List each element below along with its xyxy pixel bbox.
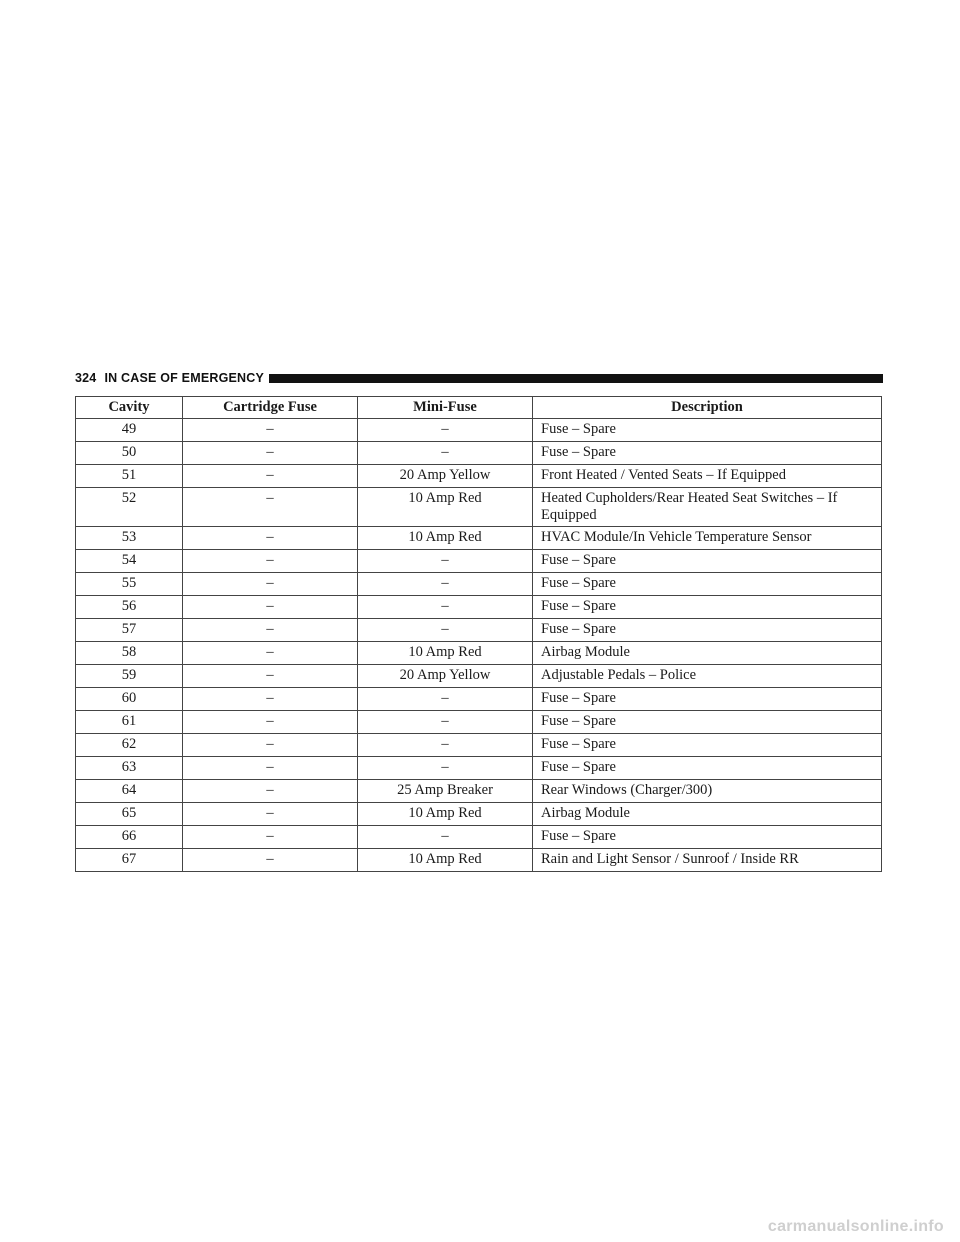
cell-cartridge-fuse: –	[183, 665, 358, 688]
fuse-table-body	[76, 419, 882, 872]
column-header-cavity: Cavity	[76, 397, 183, 419]
table-header-row	[76, 397, 882, 419]
page-number: 324	[75, 371, 97, 385]
table-row	[76, 734, 882, 757]
cell-cartridge-fuse: –	[183, 573, 358, 596]
cell-mini-fuse: –	[358, 619, 533, 642]
cell-mini-fuse: –	[358, 573, 533, 596]
cell-description: Airbag Module	[533, 642, 882, 665]
cell-mini-fuse: 10 Amp Red	[358, 803, 533, 826]
cell-description: Front Heated / Vented Seats – If Equipped	[533, 465, 882, 488]
page-header	[75, 370, 883, 386]
cell-cavity: 63	[76, 757, 183, 780]
table-row	[76, 803, 882, 826]
cell-description: Fuse – Spare	[533, 826, 882, 849]
table-row	[76, 642, 882, 665]
table-row	[76, 849, 882, 872]
cell-cavity: 62	[76, 734, 183, 757]
column-header-cartridge-fuse: Cartridge Fuse	[183, 397, 358, 419]
cell-cavity: 67	[76, 849, 183, 872]
cell-mini-fuse: 20 Amp Yellow	[358, 465, 533, 488]
cell-cartridge-fuse: –	[183, 849, 358, 872]
cell-mini-fuse: –	[358, 596, 533, 619]
table-row	[76, 780, 882, 803]
cell-cavity: 52	[76, 488, 183, 527]
cell-description: Fuse – Spare	[533, 619, 882, 642]
header-rule	[269, 374, 883, 383]
cell-cavity: 65	[76, 803, 183, 826]
cell-description: Rain and Light Sensor / Sunroof / Inside RR	[533, 849, 882, 872]
cell-cartridge-fuse: –	[183, 642, 358, 665]
cell-description: Fuse – Spare	[533, 596, 882, 619]
cell-mini-fuse: –	[358, 711, 533, 734]
cell-description: Fuse – Spare	[533, 757, 882, 780]
table-row	[76, 527, 882, 550]
cell-description: HVAC Module/In Vehicle Temperature Sensor	[533, 527, 882, 550]
cell-cavity: 64	[76, 780, 183, 803]
cell-cartridge-fuse: –	[183, 465, 358, 488]
table-row	[76, 442, 882, 465]
table-row	[76, 757, 882, 780]
section-title: IN CASE OF EMERGENCY	[104, 371, 265, 385]
table-row	[76, 488, 882, 527]
cell-description: Fuse – Spare	[533, 419, 882, 442]
watermark: carmanualsonline.info	[767, 1218, 944, 1235]
cell-description: Fuse – Spare	[533, 688, 882, 711]
table-row	[76, 688, 882, 711]
cell-cartridge-fuse: –	[183, 550, 358, 573]
cell-description: Airbag Module	[533, 803, 882, 826]
table-row	[76, 573, 882, 596]
cell-cavity: 61	[76, 711, 183, 734]
cell-cartridge-fuse: –	[183, 619, 358, 642]
cell-description: Rear Windows (Charger/300)	[533, 780, 882, 803]
fuse-table	[75, 396, 882, 872]
cell-cavity: 60	[76, 688, 183, 711]
cell-description: Fuse – Spare	[533, 442, 882, 465]
cell-cavity: 50	[76, 442, 183, 465]
cell-description: Fuse – Spare	[533, 550, 882, 573]
cell-cartridge-fuse: –	[183, 442, 358, 465]
cell-cavity: 54	[76, 550, 183, 573]
cell-mini-fuse: 10 Amp Red	[358, 642, 533, 665]
cell-mini-fuse: 20 Amp Yellow	[358, 665, 533, 688]
cell-cavity: 51	[76, 465, 183, 488]
cell-cartridge-fuse: –	[183, 734, 358, 757]
cell-mini-fuse: –	[358, 550, 533, 573]
table-row	[76, 419, 882, 442]
table-row	[76, 826, 882, 849]
table-row	[76, 550, 882, 573]
cell-mini-fuse: 10 Amp Red	[358, 488, 533, 527]
cell-mini-fuse: –	[358, 734, 533, 757]
table-row	[76, 596, 882, 619]
cell-cavity: 56	[76, 596, 183, 619]
column-header-description: Description	[533, 397, 882, 419]
cell-description: Fuse – Spare	[533, 711, 882, 734]
cell-description: Fuse – Spare	[533, 734, 882, 757]
column-header-mini-fuse: Mini-Fuse	[358, 397, 533, 419]
cell-cavity: 53	[76, 527, 183, 550]
cell-cartridge-fuse: –	[183, 780, 358, 803]
cell-cavity: 55	[76, 573, 183, 596]
cell-cartridge-fuse: –	[183, 757, 358, 780]
cell-mini-fuse: –	[358, 442, 533, 465]
cell-cartridge-fuse: –	[183, 688, 358, 711]
cell-mini-fuse: 10 Amp Red	[358, 849, 533, 872]
cell-cavity: 58	[76, 642, 183, 665]
cell-cavity: 59	[76, 665, 183, 688]
cell-mini-fuse: –	[358, 419, 533, 442]
cell-cartridge-fuse: –	[183, 711, 358, 734]
cell-description: Adjustable Pedals – Police	[533, 665, 882, 688]
cell-description: Fuse – Spare	[533, 573, 882, 596]
cell-cavity: 57	[76, 619, 183, 642]
cell-mini-fuse: 10 Amp Red	[358, 527, 533, 550]
cell-cartridge-fuse: –	[183, 826, 358, 849]
cell-mini-fuse: –	[358, 826, 533, 849]
cell-cartridge-fuse: –	[183, 419, 358, 442]
table-row	[76, 665, 882, 688]
cell-mini-fuse: –	[358, 757, 533, 780]
cell-cartridge-fuse: –	[183, 596, 358, 619]
cell-description: Heated Cupholders/Rear Heated Seat Switches – If Equipped	[533, 488, 882, 527]
cell-mini-fuse: 25 Amp Breaker	[358, 780, 533, 803]
table-row	[76, 711, 882, 734]
cell-cartridge-fuse: –	[183, 527, 358, 550]
cell-cavity: 49	[76, 419, 183, 442]
cell-cartridge-fuse: –	[183, 488, 358, 527]
table-row	[76, 619, 882, 642]
table-row	[76, 465, 882, 488]
cell-cartridge-fuse: –	[183, 803, 358, 826]
cell-cavity: 66	[76, 826, 183, 849]
cell-mini-fuse: –	[358, 688, 533, 711]
